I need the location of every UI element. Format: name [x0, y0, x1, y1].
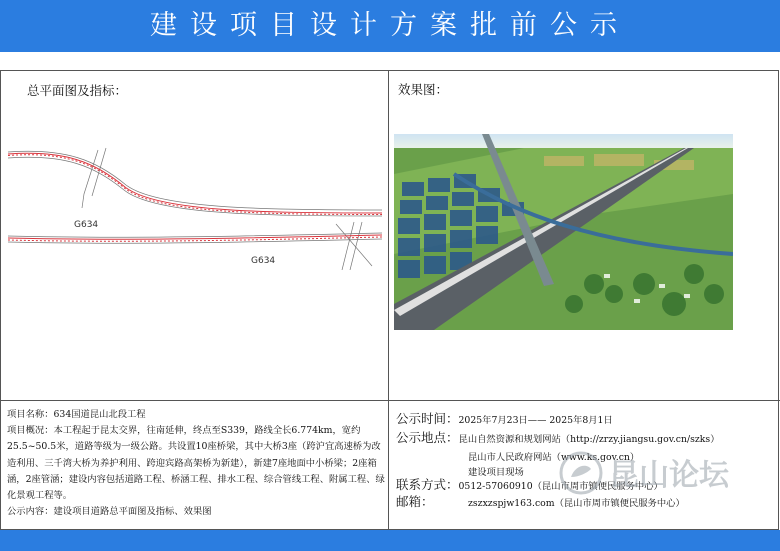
plan-panel-label: 总平面图及指标： [27, 83, 128, 98]
notice-place-3: 建设项目现场 [468, 467, 524, 478]
site-plan-drawing [6, 140, 386, 270]
footer-bar [0, 530, 780, 551]
vertical-divider [388, 70, 389, 530]
notice-time-value: 2025年7月23日—— 2025年8月1日 [458, 415, 613, 426]
publicity-content: 公示内容：建设项目道路总平面图及指标、效果图 [7, 506, 212, 518]
notice-email-label: 邮箱： [396, 494, 434, 509]
rendering-image [394, 134, 733, 330]
notice-contact-label: 联系方式： [396, 477, 459, 492]
notice-email-value: zszxzspjw163.com（昆山市周市镇便民服务中心） [468, 498, 685, 509]
watermark-text: 昆山论坛 [609, 458, 729, 493]
project-name: 项目名称：634国道昆山北段工程 [7, 409, 146, 420]
project-overview: 项目概况：本工程起于昆太交界，往南延伸，终点至S339，路线全长6.774km，宽约25.5~50.5米，道路等级为一级公路。共设置10座桥梁，其中大桥3座（跨沪宜高速桥为改造利用、三千湾大桥为养护利用、跨迎宾路高架桥为新建），新建7座地面中小桥梁；2座箱涵，2座管涵；建设内容包括道路工程、桥涵工程、排水工程、综合管线工程、附属工程、绿化景观工程等。 [7, 425, 385, 502]
notice-place-1: 昆山自然资源和规划网站（http://zrzy.jiangsu.gov.cn/szks） [458, 434, 720, 445]
horizontal-divider [0, 400, 780, 401]
render-panel-label: 效果图： [398, 82, 449, 97]
road-label-g634-upper: G634 [74, 220, 99, 230]
forum-watermark-logo [555, 447, 773, 499]
notice-place-2: 昆山市人民政府网站（www.ks.gov.cn） [468, 452, 640, 463]
notice-place-label: 公示地点： [396, 430, 459, 445]
project-info [7, 407, 385, 520]
notice-contact-value: 0512-57060910（昆山市周市镇便民服务中心） [458, 481, 663, 492]
notice-time-label: 公示时间： [396, 411, 459, 426]
page-title: 建设项目设计方案批前公示 [150, 10, 630, 41]
road-label-g634-lower: G634 [251, 256, 276, 266]
